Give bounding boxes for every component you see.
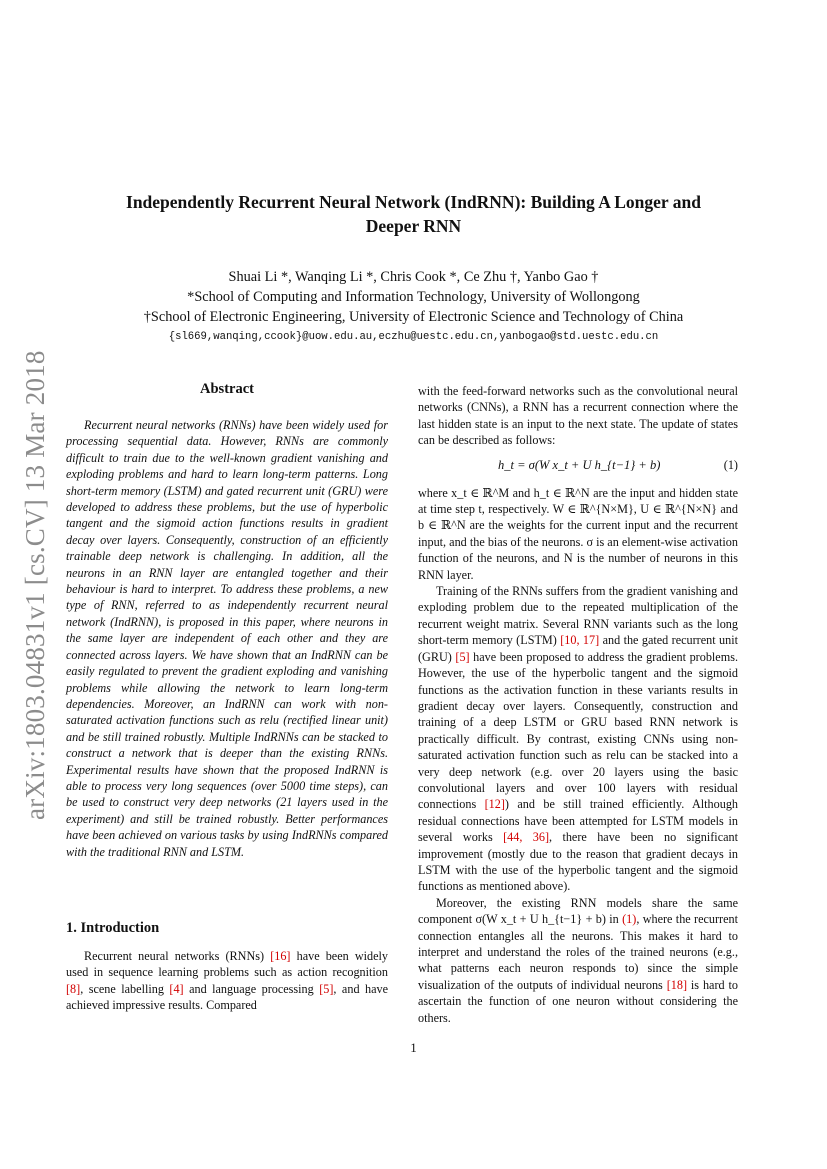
paragraph-text: , where the recurrent connection entangles all the neurons. This makes it hard to interpret and understand the roles of the trained neurons (e.g., what patterns each neuron responds to) since the simple visualization of the outputs of individual neurons (418, 912, 739, 992)
arxiv-identifier-stamp: arXiv:1803.04831v1 [cs.CV] 13 Mar 2018 (20, 350, 50, 820)
abstract-text: Recurrent neural networks (RNNs) have been widely used for processing sequential data. However, RNNs are commonly difficult to train due to the well-known gradient vanishing and exploding problems and hard to learn long-term patterns. Long short-term memory (LSTM) and gated recurrent unit (GRU) were developed to address these problems, but the use of hyperbolic tangent and the sigmoid action functions results in gradient decay over layers. Consequently, construction of an efficiently trainable deep network is challenging. In addition, all the neurons in an RNN layer are entangled together and their behaviour is hard to interpret. To address these problems, a new type of RNN, referred to as independently recurrent neural network (IndRNN), is proposed in this paper, where neurons in the same layer are independent of each other and they are connected across layers. We have shown that an IndRNN can be easily regulated to prevent the gradient exploding and vanishing problems while allowing the network to learn long-term dependencies. Moreover, an IndRNN can work with non-saturated activation functions such as relu (rectified linear unit) and be still trained robustly. Multiple IndRNNs can be stacked to construct a network that is deeper than the existing RNNs. Experimental results have shown that the proposed IndRNN is able to process very long sequences (over 5000 time steps), can be used to construct very deep networks (21 layers used in the experiment) and still be trained robustly. Better performances have been achieved on various tasks by using IndRNNs compared with the traditional RNN and LSTM. (66, 418, 388, 859)
page-number: 1 (410, 1040, 417, 1055)
paragraph-text: is hard to ascertain the function of one neuron without considering the others. (418, 977, 738, 1025)
notation-paragraph: where x_t ∈ ℝ^M and h_t ∈ ℝ^N are the input and hidden state at time step t, respectively. W ∈ ℝ^{N×M}, U ∈ ℝ^{N×N} and b ∈ ℝ^N are the weights for the current input and the recurrent input, and the bias of the neurons. σ is an element-wise activation function of the neurons, and N is the number of neurons in this RNN layer. (418, 485, 738, 582)
paragraph-text: Training of the RNNs suffers from the gradient vanishing and exploding problem due to the repeated multiplication of the recurrent weight matrix. Several RNN variants such as the long short-term memory (LSTM) (418, 584, 738, 648)
paragraph-text: ) and be still trained efficiently. Although residual connections have been attempted for LSTM models in several works (418, 797, 739, 845)
equation-reference-link[interactable]: (1) (622, 912, 637, 927)
citation-link[interactable]: [5] (455, 649, 470, 664)
paragraph-text: have been proposed to address the gradient problems. However, the use of the hyperbolic tangent and the sigmoid functions as the activation function in these variants results in gradient decay over layers. Consequently, construction and training of a deep LSTM or GRU based RNN network is practically difficult. By contrast, existing CNNs using non-saturated activation function such as relu can be stacked into a very deep network (e.g. over 20 layers using the basic convolutional layers and over 100 layers with residual connections (418, 649, 738, 812)
intro-text-3: , scene labelling (80, 981, 170, 996)
affiliation-uestc: †School of Electronic Engineering, University of Electronic Science and Technology of China (143, 309, 684, 325)
affiliation-wollongong: *School of Computing and Information Technology, University of Wollongong (187, 289, 640, 305)
equation-text: h_t = σ(W x_t + U h_{t−1} + b) (498, 457, 661, 472)
citation-link[interactable]: [4] (169, 981, 184, 996)
intro-text-1: Recurrent neural networks (RNNs) (84, 949, 271, 963)
title-line-2: Deeper RNN (365, 216, 462, 236)
citation-link[interactable]: [18] (666, 977, 688, 992)
equation-1 (418, 457, 738, 479)
intro-text-2: have been widely used in sequence learning problems such as action recognition (66, 949, 388, 980)
training-problem-paragraph (418, 583, 738, 895)
equation-number: (1) (723, 457, 738, 472)
paragraph-text: Moreover, the existing RNN models share the same component σ(W x_t + U h_{t−1} + b) in (418, 895, 738, 927)
citation-link[interactable]: [12] (484, 797, 505, 812)
abstract-heading: Abstract (200, 381, 254, 397)
paper-title (60, 190, 767, 238)
intro-text-5: , and have achieved impressive results. Compared (66, 981, 389, 1013)
author-emails: {sl669,wanqing,ccook}@uow.edu.au,eczhu@uestc.edu.cn,yanbogao@std.uestc.edu.cn (168, 331, 659, 343)
citation-link[interactable]: [8] (66, 981, 81, 996)
author-names: Shuai Li *, Wanqing Li *, Chris Cook *, Ce Zhu †, Yanbo Gao † (228, 269, 599, 285)
citation-link[interactable]: [10, 17] (560, 633, 600, 648)
right-column (418, 383, 738, 1026)
rnn-description-paragraph: with the feed-forward networks such as the convolutional neural networks (CNNs), a RNN has a recurrent connection where the last hidden state is an input to the next state. The update of states can be described as follows: (418, 384, 738, 448)
citation-link[interactable]: [5] (319, 981, 334, 996)
intro-text-4: and language processing (183, 981, 320, 996)
introduction-text (66, 948, 388, 1014)
introduction-heading: 1. Introduction (66, 920, 160, 936)
title-line-1: Independently Recurrent Neural Network (IndRNN): Building A Longer and (126, 192, 701, 212)
entanglement-paragraph (418, 895, 738, 1026)
paragraph-text: , there have been no significant improvement (mostly due to the reason that gradient decays in LSTM with the use of the hyperbolic tangent and the sigmoid functions as mentioned above). (418, 830, 738, 894)
author-block (60, 267, 767, 347)
citation-link[interactable]: [44, 36] (503, 830, 550, 845)
citation-link[interactable]: [16] (270, 949, 291, 963)
paragraph-text: and the gated recurrent unit (GRU) (418, 633, 738, 664)
